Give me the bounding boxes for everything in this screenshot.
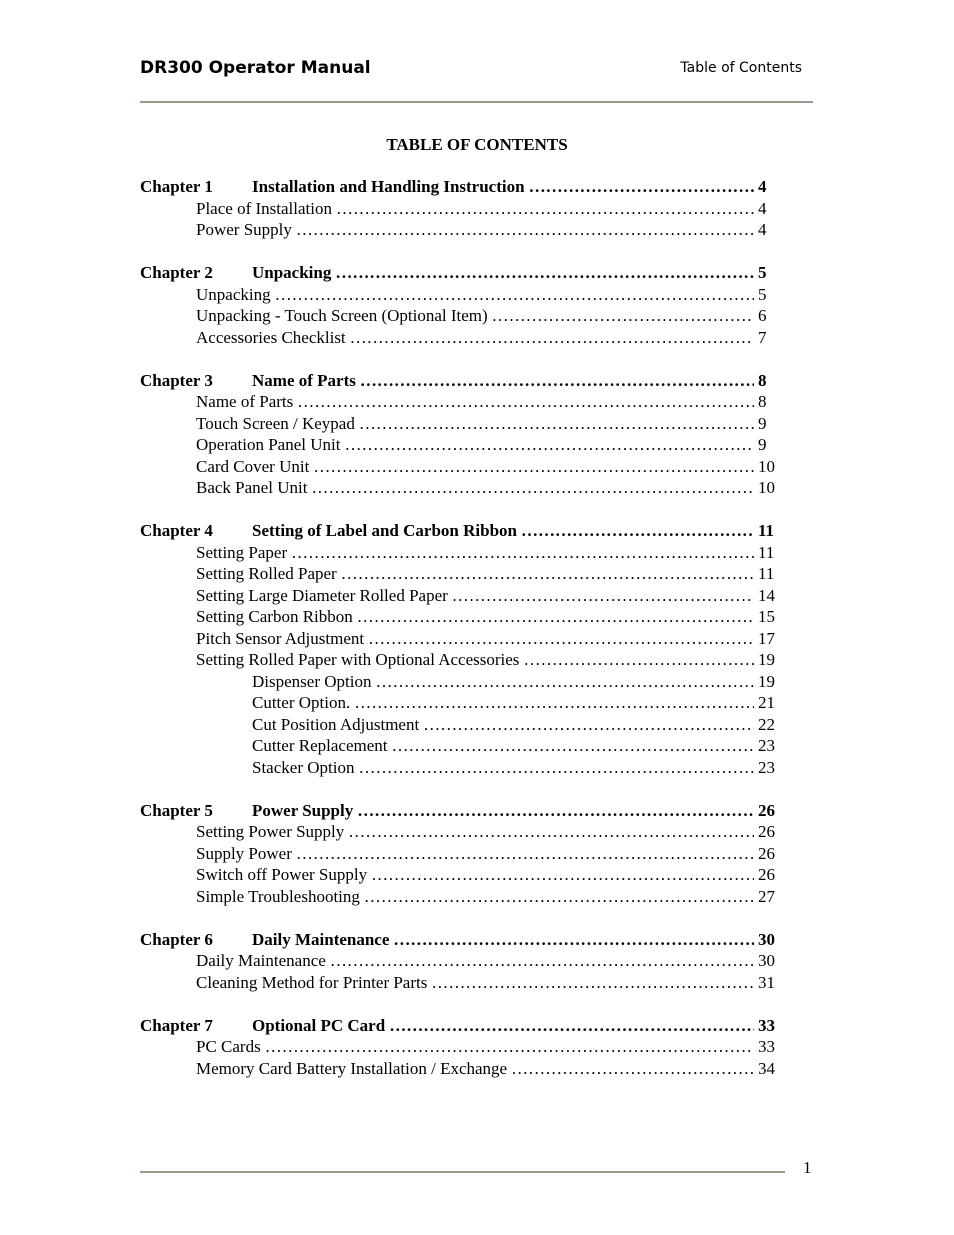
chapter-page-number: 11	[758, 521, 775, 540]
page-number: 1	[803, 1158, 812, 1177]
toc-section-row[interactable]	[140, 843, 780, 865]
document-title: DR300 Operator Manual	[140, 58, 371, 78]
section-page-number: 4	[758, 198, 767, 218]
section-title: PC Cards	[196, 1037, 261, 1056]
section-title: Touch Screen / Keypad	[196, 413, 355, 433]
section-title: Back Panel Unit	[196, 478, 308, 497]
section-page-number: 11	[758, 542, 775, 562]
chapter-label: Chapter 7	[140, 1015, 213, 1035]
chapter-page-number: 26	[758, 800, 775, 820]
dot-leader	[359, 413, 754, 435]
toc-section-row[interactable]	[140, 219, 780, 241]
dot-leader	[265, 1036, 754, 1058]
section-page-number: 31	[758, 972, 775, 992]
section-page-number: 34	[758, 1058, 775, 1078]
section-title: Unpacking - Touch Screen (Optional Item)	[196, 306, 488, 325]
dot-leader	[296, 843, 754, 865]
dot-leader	[275, 284, 754, 306]
toc-subsection-row[interactable]	[140, 757, 780, 779]
section-title: Cutter Replacement	[252, 736, 388, 755]
section-page-number: 19	[758, 650, 775, 669]
toc-section-row[interactable]	[140, 413, 780, 435]
chapter-title: Name of Parts	[252, 370, 356, 390]
dot-leader	[523, 649, 754, 671]
section-page-number: 26	[758, 843, 775, 863]
section-title: Stacker Option	[252, 757, 355, 777]
table-of-contents	[140, 176, 780, 1079]
dot-leader	[431, 972, 754, 994]
section-title: Operation Panel Unit	[196, 435, 341, 454]
chapter-spacer	[140, 348, 780, 370]
toc-subsection-row[interactable]	[140, 714, 780, 736]
dot-leader	[336, 198, 754, 220]
chapter-title: Daily Maintenance	[252, 929, 390, 949]
toc-section-row[interactable]	[140, 198, 780, 220]
header-divider	[140, 101, 813, 103]
section-title: Setting Rolled Paper	[196, 564, 337, 583]
footer-divider	[140, 1171, 785, 1173]
dot-leader	[360, 370, 754, 392]
chapter-title: Installation and Handling Instruction	[252, 177, 525, 196]
toc-subsection-row[interactable]	[140, 671, 780, 693]
dot-leader	[357, 800, 754, 822]
dot-leader	[521, 520, 754, 542]
toc-section-row[interactable]	[140, 434, 780, 456]
dot-leader	[341, 563, 754, 585]
section-title: Supply Power	[196, 843, 292, 863]
dot-leader	[291, 542, 754, 564]
dot-leader	[348, 821, 754, 843]
dot-leader	[344, 434, 754, 456]
section-page-number: 10	[758, 478, 775, 497]
toc-section-row[interactable]	[140, 391, 780, 413]
dot-leader	[354, 692, 754, 714]
section-title: Switch off Power Supply	[196, 865, 368, 884]
section-title: Setting Rolled Paper with Optional Accessories	[196, 650, 520, 669]
toc-section-row[interactable]	[140, 864, 780, 886]
dot-leader	[364, 886, 754, 908]
dot-leader	[368, 628, 754, 650]
dot-leader	[311, 477, 754, 499]
chapter-title: Unpacking	[252, 263, 332, 282]
section-title: Card Cover Unit	[196, 456, 310, 476]
chapter-title: Optional PC Card	[252, 1015, 386, 1035]
chapter-spacer	[140, 993, 780, 1015]
section-page-number: 9	[758, 413, 767, 433]
toc-section-row[interactable]	[140, 585, 780, 607]
dot-leader	[391, 735, 754, 757]
toc-chapter-row[interactable]	[140, 800, 780, 822]
dot-leader	[297, 391, 754, 413]
chapter-spacer	[140, 241, 780, 263]
section-page-number: 9	[758, 435, 767, 454]
chapter-title: Setting of Label and Carbon Ribbon	[252, 521, 517, 540]
chapter-label: Chapter 3	[140, 370, 213, 390]
section-page-number: 4	[758, 220, 767, 239]
section-title: Setting Large Diameter Rolled Paper	[196, 585, 448, 605]
section-title: Power Supply	[196, 220, 292, 239]
chapter-label: Chapter 6	[140, 929, 213, 949]
chapter-label: Chapter 2	[140, 263, 213, 282]
section-title: Unpacking	[196, 284, 271, 304]
chapter-spacer	[140, 778, 780, 800]
dot-leader	[393, 929, 754, 951]
section-page-number: 33	[758, 1037, 775, 1056]
dot-leader	[371, 864, 754, 886]
dot-leader	[529, 176, 754, 198]
section-page-number: 19	[758, 671, 775, 691]
section-title: Simple Troubleshooting	[196, 886, 360, 906]
chapter-label: Chapter 5	[140, 800, 213, 820]
section-title: Setting Carbon Ribbon	[196, 607, 353, 626]
dot-leader	[335, 262, 754, 284]
dot-leader	[313, 456, 754, 478]
toc-section-row[interactable]	[140, 563, 780, 585]
section-page-number: 10	[758, 456, 775, 476]
dot-leader	[358, 757, 754, 779]
section-page-number: 15	[758, 607, 775, 626]
section-title: Place of Installation	[196, 198, 332, 218]
section-title: Pitch Sensor Adjustment	[196, 628, 365, 648]
toc-section-row[interactable]	[140, 950, 780, 972]
section-title: Memory Card Battery Installation / Exchange	[196, 1058, 508, 1078]
toc-subsection-row[interactable]	[140, 735, 780, 757]
section-title: Name of Parts	[196, 392, 294, 411]
section-page-number: 26	[758, 822, 775, 841]
dot-leader	[389, 1015, 754, 1037]
toc-section-row[interactable]	[140, 886, 780, 908]
toc-subsection-row[interactable]	[140, 692, 780, 714]
section-title: Cleaning Method for Printer Parts	[196, 972, 428, 992]
toc-section-row[interactable]	[140, 284, 780, 306]
dot-leader	[296, 219, 754, 241]
dot-leader	[423, 714, 754, 736]
toc-chapter-row[interactable]	[140, 370, 780, 392]
chapter-label: Chapter 4	[140, 521, 213, 540]
dot-leader	[492, 305, 754, 327]
chapter-page-number: 5	[758, 263, 767, 282]
dot-leader	[452, 585, 754, 607]
dot-leader	[511, 1058, 754, 1080]
toc-chapter-row[interactable]	[140, 520, 780, 542]
section-page-number: 14	[758, 585, 775, 605]
section-page-number: 30	[758, 951, 775, 970]
section-title: Cutter Option.	[252, 693, 351, 712]
toc-section-row[interactable]	[140, 456, 780, 478]
toc-section-row[interactable]	[140, 972, 780, 994]
section-page-number: 6	[758, 306, 767, 325]
section-page-number: 17	[758, 628, 775, 648]
chapter-page-number: 4	[758, 177, 767, 196]
toc-section-row[interactable]	[140, 477, 780, 499]
section-page-number: 21	[758, 693, 775, 712]
toc-section-row[interactable]	[140, 305, 780, 327]
section-page-number: 27	[758, 886, 775, 906]
toc-section-row[interactable]	[140, 821, 780, 843]
toc-section-row[interactable]	[140, 542, 780, 564]
dot-leader	[330, 950, 754, 972]
toc-section-row[interactable]	[140, 327, 780, 349]
section-page-number: 11	[758, 564, 775, 583]
chapter-spacer	[140, 907, 780, 929]
toc-chapter-row[interactable]	[140, 262, 780, 284]
chapter-page-number: 30	[758, 929, 775, 949]
dot-leader	[357, 606, 754, 628]
chapter-page-number: 33	[758, 1015, 775, 1035]
toc-chapter-row[interactable]	[140, 1015, 780, 1037]
chapter-title: Power Supply	[252, 800, 354, 820]
toc-section-row[interactable]	[140, 649, 780, 671]
toc-chapter-row[interactable]	[140, 929, 780, 951]
toc-section-row[interactable]	[140, 1036, 780, 1058]
chapter-label: Chapter 1	[140, 177, 213, 196]
toc-chapter-row[interactable]	[140, 176, 780, 198]
section-page-number: 26	[758, 865, 775, 884]
chapter-spacer	[140, 499, 780, 521]
section-title: Table of Contents	[680, 60, 802, 76]
section-title: Setting Power Supply	[196, 822, 345, 841]
section-page-number: 23	[758, 736, 775, 755]
toc-section-row[interactable]	[140, 606, 780, 628]
section-title: Cut Position Adjustment	[252, 714, 420, 734]
toc-heading: TABLE OF CONTENTS	[386, 135, 568, 154]
section-title: Setting Paper	[196, 542, 288, 562]
toc-section-row[interactable]	[140, 1058, 780, 1080]
section-page-number: 22	[758, 714, 775, 734]
chapter-page-number: 8	[758, 370, 767, 390]
toc-section-row[interactable]	[140, 628, 780, 650]
dot-leader	[375, 671, 754, 693]
section-page-number: 23	[758, 757, 775, 777]
section-title: Daily Maintenance	[196, 951, 326, 970]
dot-leader	[350, 327, 754, 349]
section-title: Dispenser Option	[252, 671, 372, 691]
section-page-number: 5	[758, 284, 767, 304]
section-page-number: 7	[758, 327, 767, 347]
section-title: Accessories Checklist	[196, 327, 346, 347]
section-page-number: 8	[758, 392, 767, 411]
